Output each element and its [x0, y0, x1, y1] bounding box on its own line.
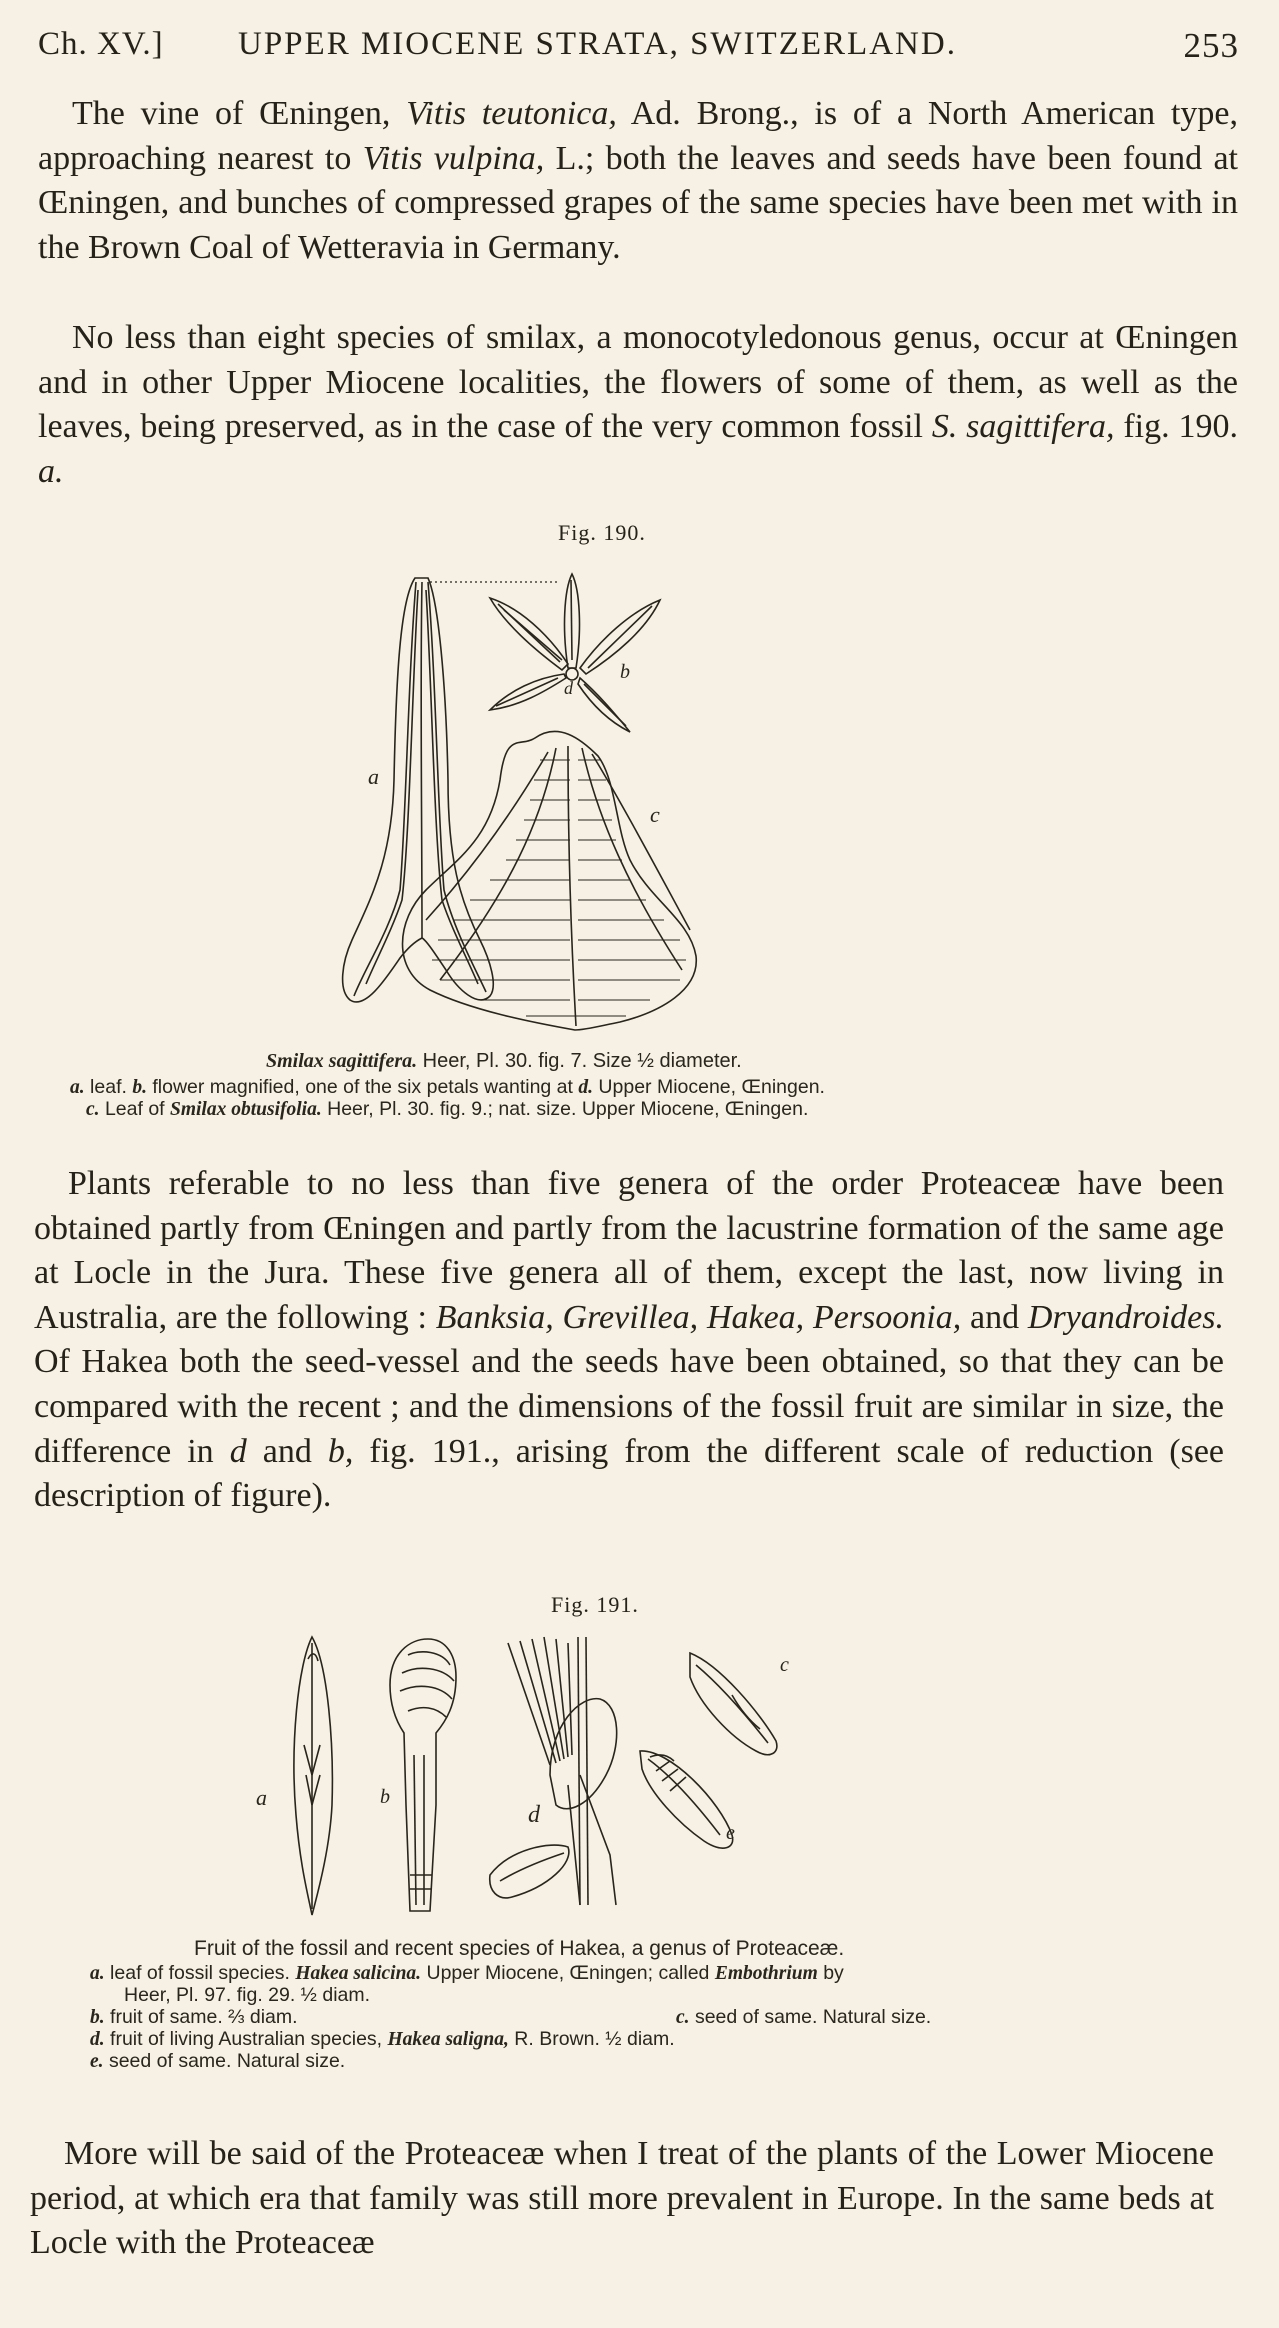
figure-190-caption-line-a	[70, 1076, 825, 1099]
caption-text: fruit of same. ⅔ diam.	[104, 2006, 298, 2028]
text-run: and	[961, 1298, 1028, 1336]
hakea-leaf-drawing	[294, 1637, 332, 1915]
figure-letter-d: d	[564, 678, 573, 698]
genus-names: Dryandroides.	[1027, 1298, 1225, 1336]
caption-text: Upper Miocene, Œningen; called	[421, 1962, 715, 1984]
figure-190-illustration	[330, 560, 900, 1040]
chapter-marker: Ch. XV.]	[38, 26, 164, 62]
text-run: Of Hakea both the seed-vessel and the seeds have been obtained, so that they can be compared with the recent ; and the dimensions of the fossil fruit are similar in size, the difference in	[34, 1343, 1224, 1470]
smilax-flower-drawing	[490, 574, 660, 732]
figure-letter-c: c	[650, 802, 660, 827]
caption-letter: a.	[70, 1077, 85, 1098]
figure-letter: b,	[327, 1432, 354, 1470]
caption-text: R. Brown. ½ diam.	[508, 2028, 675, 2050]
caption-text: Heer, Pl. 30. fig. 7. Size ½ diameter.	[417, 1050, 742, 1072]
genus-names: Banksia, Grevillea, Hakea, Persoonia,	[435, 1298, 962, 1336]
caption-text: Heer, Pl. 30. fig. 9.; nat. size. Upper Miocene, Œningen.	[321, 1098, 809, 1120]
figure-letter-d: d	[528, 1802, 540, 1828]
hakea-seed-c-drawing	[690, 1653, 777, 1755]
hakea-living-fruit-drawing	[490, 1637, 617, 1905]
caption-text: leaf.	[84, 1076, 133, 1098]
running-title: UPPER MIOCENE STRATA, SWITZERLAND.	[238, 26, 957, 62]
figure-191-caption-title: Fruit of the fossil and recent species of Hakea, a genus of Proteaceæ.	[194, 1937, 845, 1960]
figure-191-illustration	[250, 1625, 950, 1925]
text-run: Plants referable to no less than five genera of the order Proteaceæ have been obtained partly from Œningen and partly from the lacustrine formation of the same age at Locle in the Jura. These five genera all of them, except the last, now living in Australia, are the following :	[34, 1165, 1224, 1336]
hakea-seed-e-drawing	[640, 1751, 733, 1848]
figure-letter-b: b	[620, 661, 630, 683]
species-name: Vitis teutonica,	[406, 95, 617, 132]
species-name: S. sagittifera,	[931, 408, 1115, 446]
caption-letter: a.	[90, 1963, 105, 1984]
caption-species: Hakea saligna,	[387, 2029, 509, 2050]
figure-letter: a.	[38, 452, 64, 490]
caption-letter: c.	[676, 2007, 690, 2028]
caption-text: fruit of living Australian species,	[104, 2028, 388, 2050]
paragraph-proteaceae	[34, 1162, 1224, 1519]
caption-letter: d.	[578, 1077, 593, 1098]
caption-letter: e.	[90, 2051, 104, 2072]
figure-letter-a: a	[256, 1785, 267, 1810]
running-head	[38, 26, 1239, 70]
figure-letter-a: a	[368, 764, 379, 789]
caption-text: by	[817, 1962, 844, 1984]
caption-letter: c.	[86, 1099, 100, 1120]
figure-letter-c: c	[780, 1654, 789, 1676]
figure-letter-b: b	[380, 1786, 390, 1808]
text-run: More will be said of the Proteaceæ when I treat of the plants of the Lower Miocene period, at which era that family was still more prevalent in Europe. In the same beds at Locle with the Proteaceæ	[30, 2135, 1214, 2262]
text-run: and	[246, 1432, 328, 1470]
figure-191-label: Fig. 191.	[551, 1592, 639, 1617]
caption-species: Smilax obtusifolia.	[170, 1099, 322, 1120]
hakea-fossil-fruit-drawing	[390, 1639, 456, 1911]
figure-191-caption-line-a	[90, 1962, 844, 1985]
smilax-obtusifolia-leaf-drawing	[403, 731, 697, 1030]
paragraph-lower-miocene	[30, 2132, 1214, 2266]
caption-text: seed of same. Natural size.	[689, 2006, 932, 2028]
figure-191-caption-line-d	[90, 2028, 675, 2051]
text-run: No less than eight species of smilax, a monocotyledonous genus, occur at Œningen and in other Upper Miocene localities, the flowers of some of them, as well as the leaves, being preserved, as in the case of the very common fossil	[38, 319, 1238, 446]
caption-text: leaf of fossil species.	[104, 1962, 296, 1984]
figure-191-caption-line-a-cont: Heer, Pl. 97. fig. 29. ½ diam.	[124, 1984, 371, 2006]
text-run: L.; both the leaves and seeds have been found at Œningen, and bunches of compressed grapes of the same species have been met with in the Brown Coal of Wetteravia in Germany.	[38, 139, 1238, 266]
figure-191-caption-line-e	[90, 2050, 345, 2073]
figure-190-caption-title	[266, 1050, 742, 1073]
paragraph-smilax	[38, 316, 1238, 494]
page-number: 253	[1183, 26, 1239, 65]
paragraph-vine	[38, 92, 1238, 270]
caption-letter: d.	[90, 2029, 105, 2050]
caption-text: flower magnified, one of the six petals wanting at	[146, 1076, 579, 1098]
figure-190-label: Fig. 190.	[558, 520, 646, 545]
figure-190-caption-line-c	[86, 1098, 808, 1121]
caption-species: Smilax sagittifera.	[266, 1050, 418, 1072]
caption-text: Upper Miocene, Œningen.	[593, 1076, 825, 1098]
caption-letter: b.	[90, 2007, 105, 2028]
text-run: The vine of Œningen,	[72, 95, 407, 132]
caption-text: Leaf of	[99, 1098, 170, 1120]
figure-191-caption-line-c	[676, 2006, 931, 2029]
text-run: fig. 191., arising from the different scale of reduction (see description of figure).	[34, 1432, 1225, 1515]
figure-letter: d	[229, 1432, 247, 1470]
species-name: Vitis vulpina,	[362, 139, 545, 177]
caption-species: Embothrium	[714, 1963, 818, 1984]
figure-letter-e: e	[726, 1822, 735, 1844]
text-run: Ad. Brong., is of a North American type, approaching nearest to	[38, 95, 1238, 177]
figure-191-caption-line-b	[90, 2006, 298, 2029]
caption-letter: b.	[132, 1077, 147, 1098]
caption-text: seed of same. Natural size.	[103, 2050, 346, 2072]
caption-species: Hakea salicina.	[295, 1963, 422, 1984]
text-run: fig. 190.	[1114, 408, 1238, 446]
